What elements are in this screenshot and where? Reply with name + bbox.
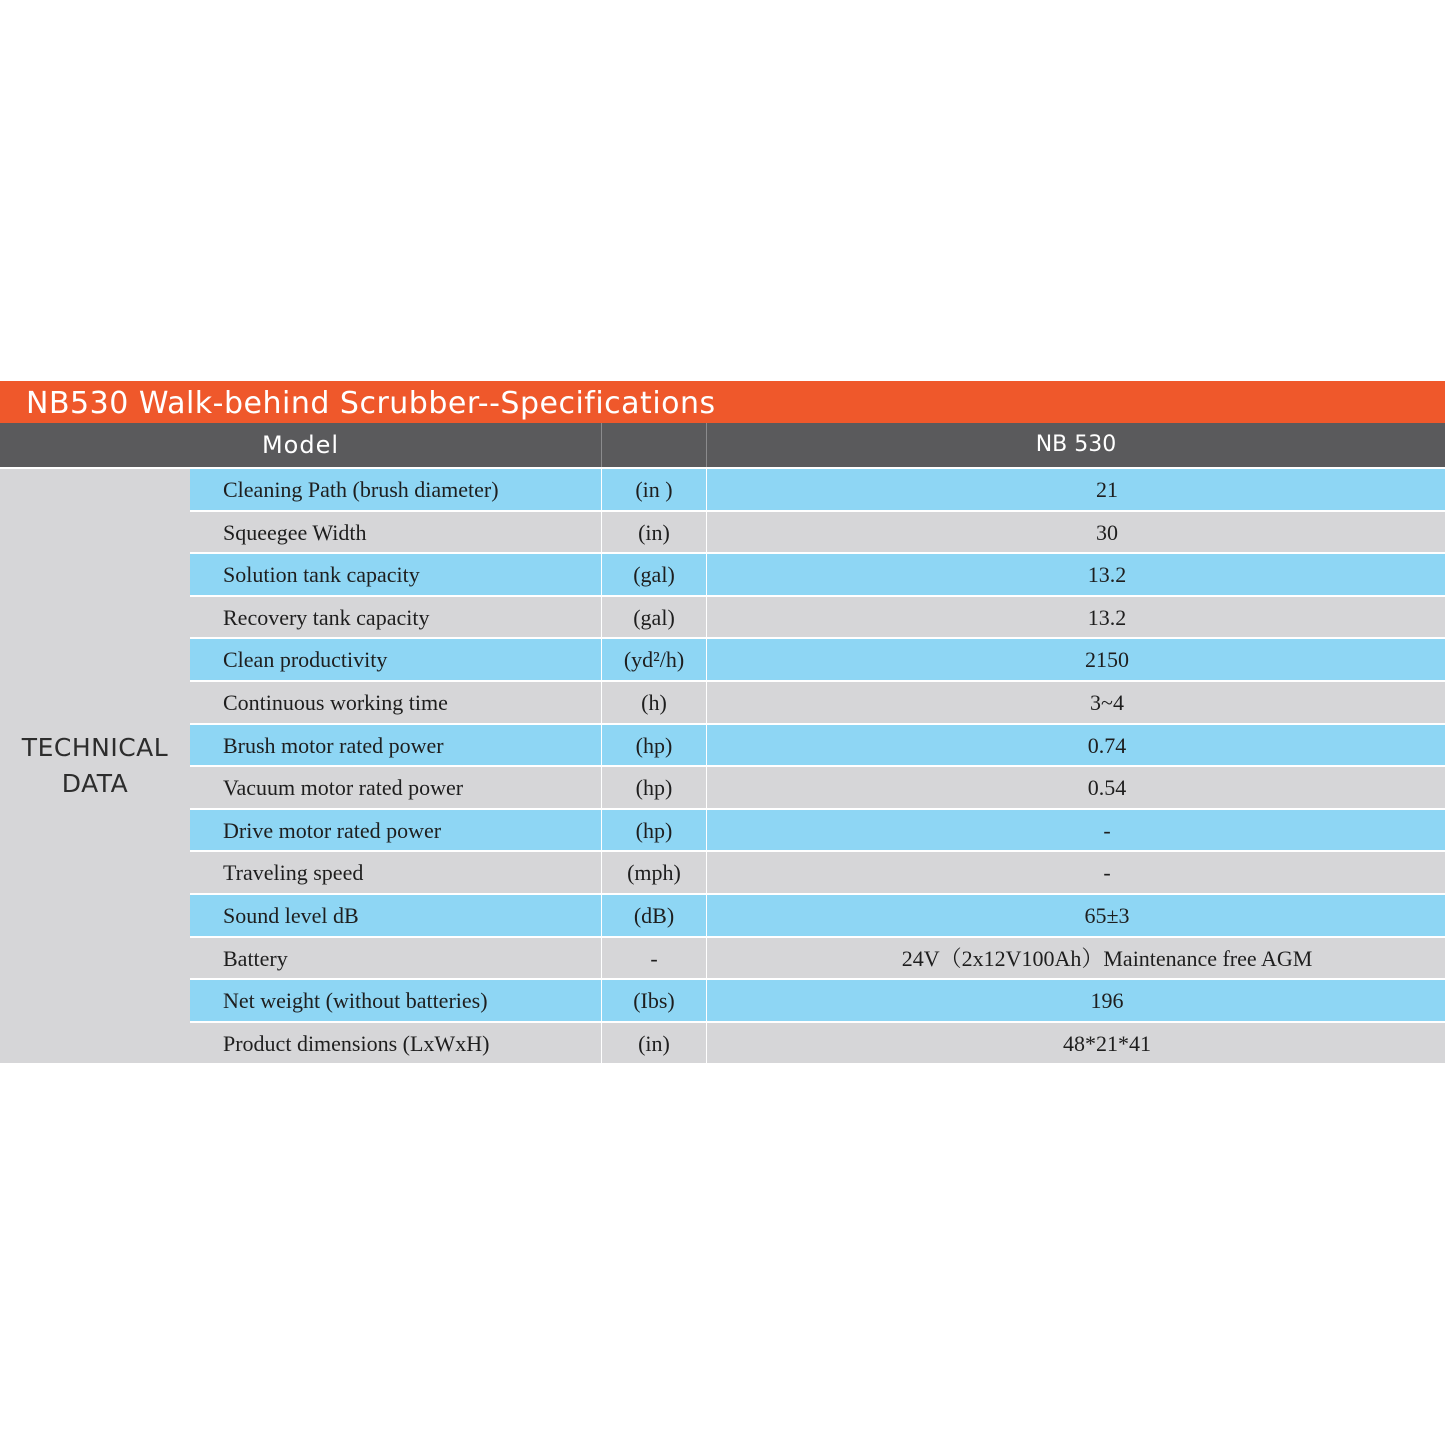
spec-unit: - xyxy=(601,938,707,979)
spec-value: 24V（2x12V100Ah）Maintenance free AGM xyxy=(901,945,1313,971)
spec-value: 0.74 xyxy=(1087,732,1127,758)
spec-name: Vacuum motor rated power xyxy=(223,775,464,801)
spec-value: 13.2 xyxy=(1087,604,1127,630)
spec-unit: (gal) xyxy=(601,554,707,595)
spec-row xyxy=(190,810,1445,851)
spec-value: 13.2 xyxy=(1087,562,1127,588)
spec-name: Battery xyxy=(223,945,288,971)
spec-unit: (Ibs) xyxy=(601,980,707,1021)
spec-name: Brush motor rated power xyxy=(223,732,444,758)
spec-name: Sound level dB xyxy=(223,902,359,928)
spec-value: 0.54 xyxy=(1087,775,1127,801)
spec-name: Squeegee Width xyxy=(223,519,367,545)
spec-unit: (gal) xyxy=(601,597,707,638)
model-label: Model xyxy=(261,431,340,459)
spec-sheet xyxy=(0,381,1445,1063)
unit-header-cell xyxy=(601,423,707,467)
spec-name: Cleaning Path (brush diameter) xyxy=(223,477,499,502)
spec-name: Drive motor rated power xyxy=(223,817,442,843)
model-header-row xyxy=(0,423,1445,467)
spec-name: Clean productivity xyxy=(223,647,388,673)
spec-name: Net weight (without batteries) xyxy=(223,988,488,1014)
spec-value: 65±3 xyxy=(1084,902,1130,928)
spec-name: Product dimensions (LxWxH) xyxy=(223,1030,490,1056)
spec-title: NB530 Walk-behind Scrubber--Specifications xyxy=(0,381,1445,423)
spec-unit: (mph) xyxy=(601,852,707,893)
spec-value: 196 xyxy=(1090,988,1124,1014)
spec-unit: (in) xyxy=(601,1023,707,1064)
spec-row xyxy=(190,512,1445,553)
spec-name: Recovery tank capacity xyxy=(223,604,430,630)
spec-unit: (dB) xyxy=(601,895,707,936)
spec-unit: (hp) xyxy=(601,810,707,851)
spec-unit: (in ) xyxy=(601,469,707,510)
spec-row xyxy=(190,938,1445,979)
spec-value: - xyxy=(1103,817,1111,843)
spec-unit: (h) xyxy=(601,682,707,723)
spec-unit: (yd²/h) xyxy=(601,639,707,680)
model-value: NB 530 xyxy=(1035,432,1117,457)
spec-value: 30 xyxy=(1096,519,1118,545)
spec-unit: (in) xyxy=(601,512,707,553)
spec-rows xyxy=(190,467,1445,1063)
spec-name: Continuous working time xyxy=(223,689,448,715)
spec-value: - xyxy=(1103,860,1111,886)
spec-row xyxy=(190,725,1445,766)
spec-row xyxy=(190,469,1445,510)
spec-unit: (hp) xyxy=(601,725,707,766)
spec-row xyxy=(190,852,1445,893)
spec-value: 48*21*41 xyxy=(1063,1030,1151,1056)
spec-value: 2150 xyxy=(1085,647,1129,673)
spec-row xyxy=(190,895,1445,936)
technical-data-section xyxy=(0,467,1445,1063)
side-label-line1: TECHNICAL xyxy=(21,733,169,762)
spec-row xyxy=(190,767,1445,808)
side-label-line2: DATA xyxy=(61,769,129,798)
technical-data-label xyxy=(0,467,190,1063)
spec-row xyxy=(190,980,1445,1021)
spec-value: 3~4 xyxy=(1090,689,1124,715)
spec-value: 21 xyxy=(1096,477,1118,502)
spec-row xyxy=(190,597,1445,638)
spec-unit: (hp) xyxy=(601,767,707,808)
spec-row xyxy=(190,554,1445,595)
spec-name: Solution tank capacity xyxy=(223,562,420,588)
spec-row xyxy=(190,639,1445,680)
spec-row xyxy=(190,682,1445,723)
spec-row xyxy=(190,1023,1445,1064)
spec-name: Traveling speed xyxy=(223,860,364,886)
